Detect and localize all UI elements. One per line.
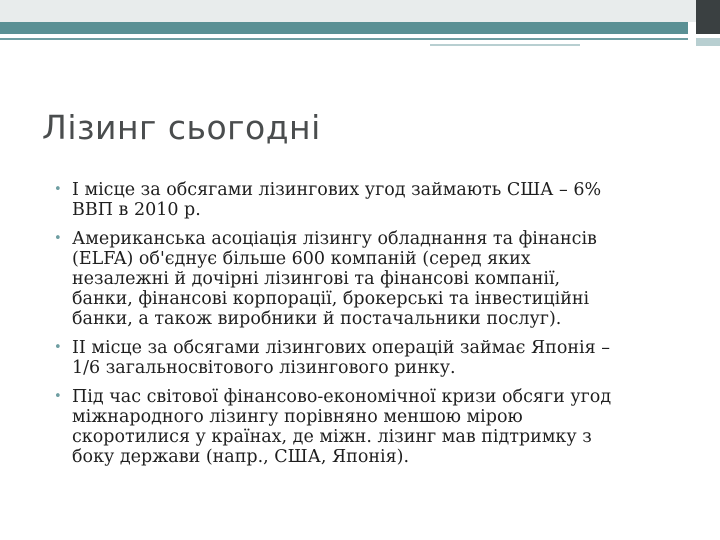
- bullet-item: [54, 229, 694, 329]
- bullet-icon: •: [54, 182, 62, 197]
- bullet-text: І місце за обсягами лізингових угод займають США – 6% ВВП в 2010 р.: [72, 180, 602, 220]
- bullet-list: [54, 180, 694, 476]
- bullet-item: [54, 338, 694, 378]
- header-band: [0, 0, 720, 22]
- bullet-text: Під час світової фінансово-економічної кризи обсяги угод міжнародного лізингу порівняно меншою мірою скоротилися у країнах, де міжн. лізинг мав підтримку з боку держави (напр., США, Японія).: [72, 387, 612, 467]
- bullet-icon: •: [54, 340, 62, 355]
- divider-line: [0, 38, 688, 40]
- bullet-icon: •: [54, 389, 62, 404]
- divider-line-short: [430, 44, 580, 46]
- bullet-icon: •: [54, 231, 62, 246]
- corner-divider: [696, 38, 720, 46]
- bullet-item: [54, 180, 694, 220]
- accent-bar: [0, 22, 688, 34]
- corner-block: [696, 0, 720, 34]
- bullet-text: Американська асоціація лізингу обладнання та фінансів (ELFA) об'єднує більше 600 компаній (серед яких незалежні й дочірні лізингові та фінансові компанії, банки, фінансові корпорації, брокерські та інвестиційні банки, а також виробники й постачальники послуг).: [72, 229, 597, 329]
- slide-title: Лізинг сьогодні: [42, 108, 321, 147]
- bullet-text: ІІ місце за обсягами лізингових операцій займає Японія – 1/6 загальносвітового лізингового ринку.: [72, 338, 610, 378]
- bullet-item: [54, 387, 694, 467]
